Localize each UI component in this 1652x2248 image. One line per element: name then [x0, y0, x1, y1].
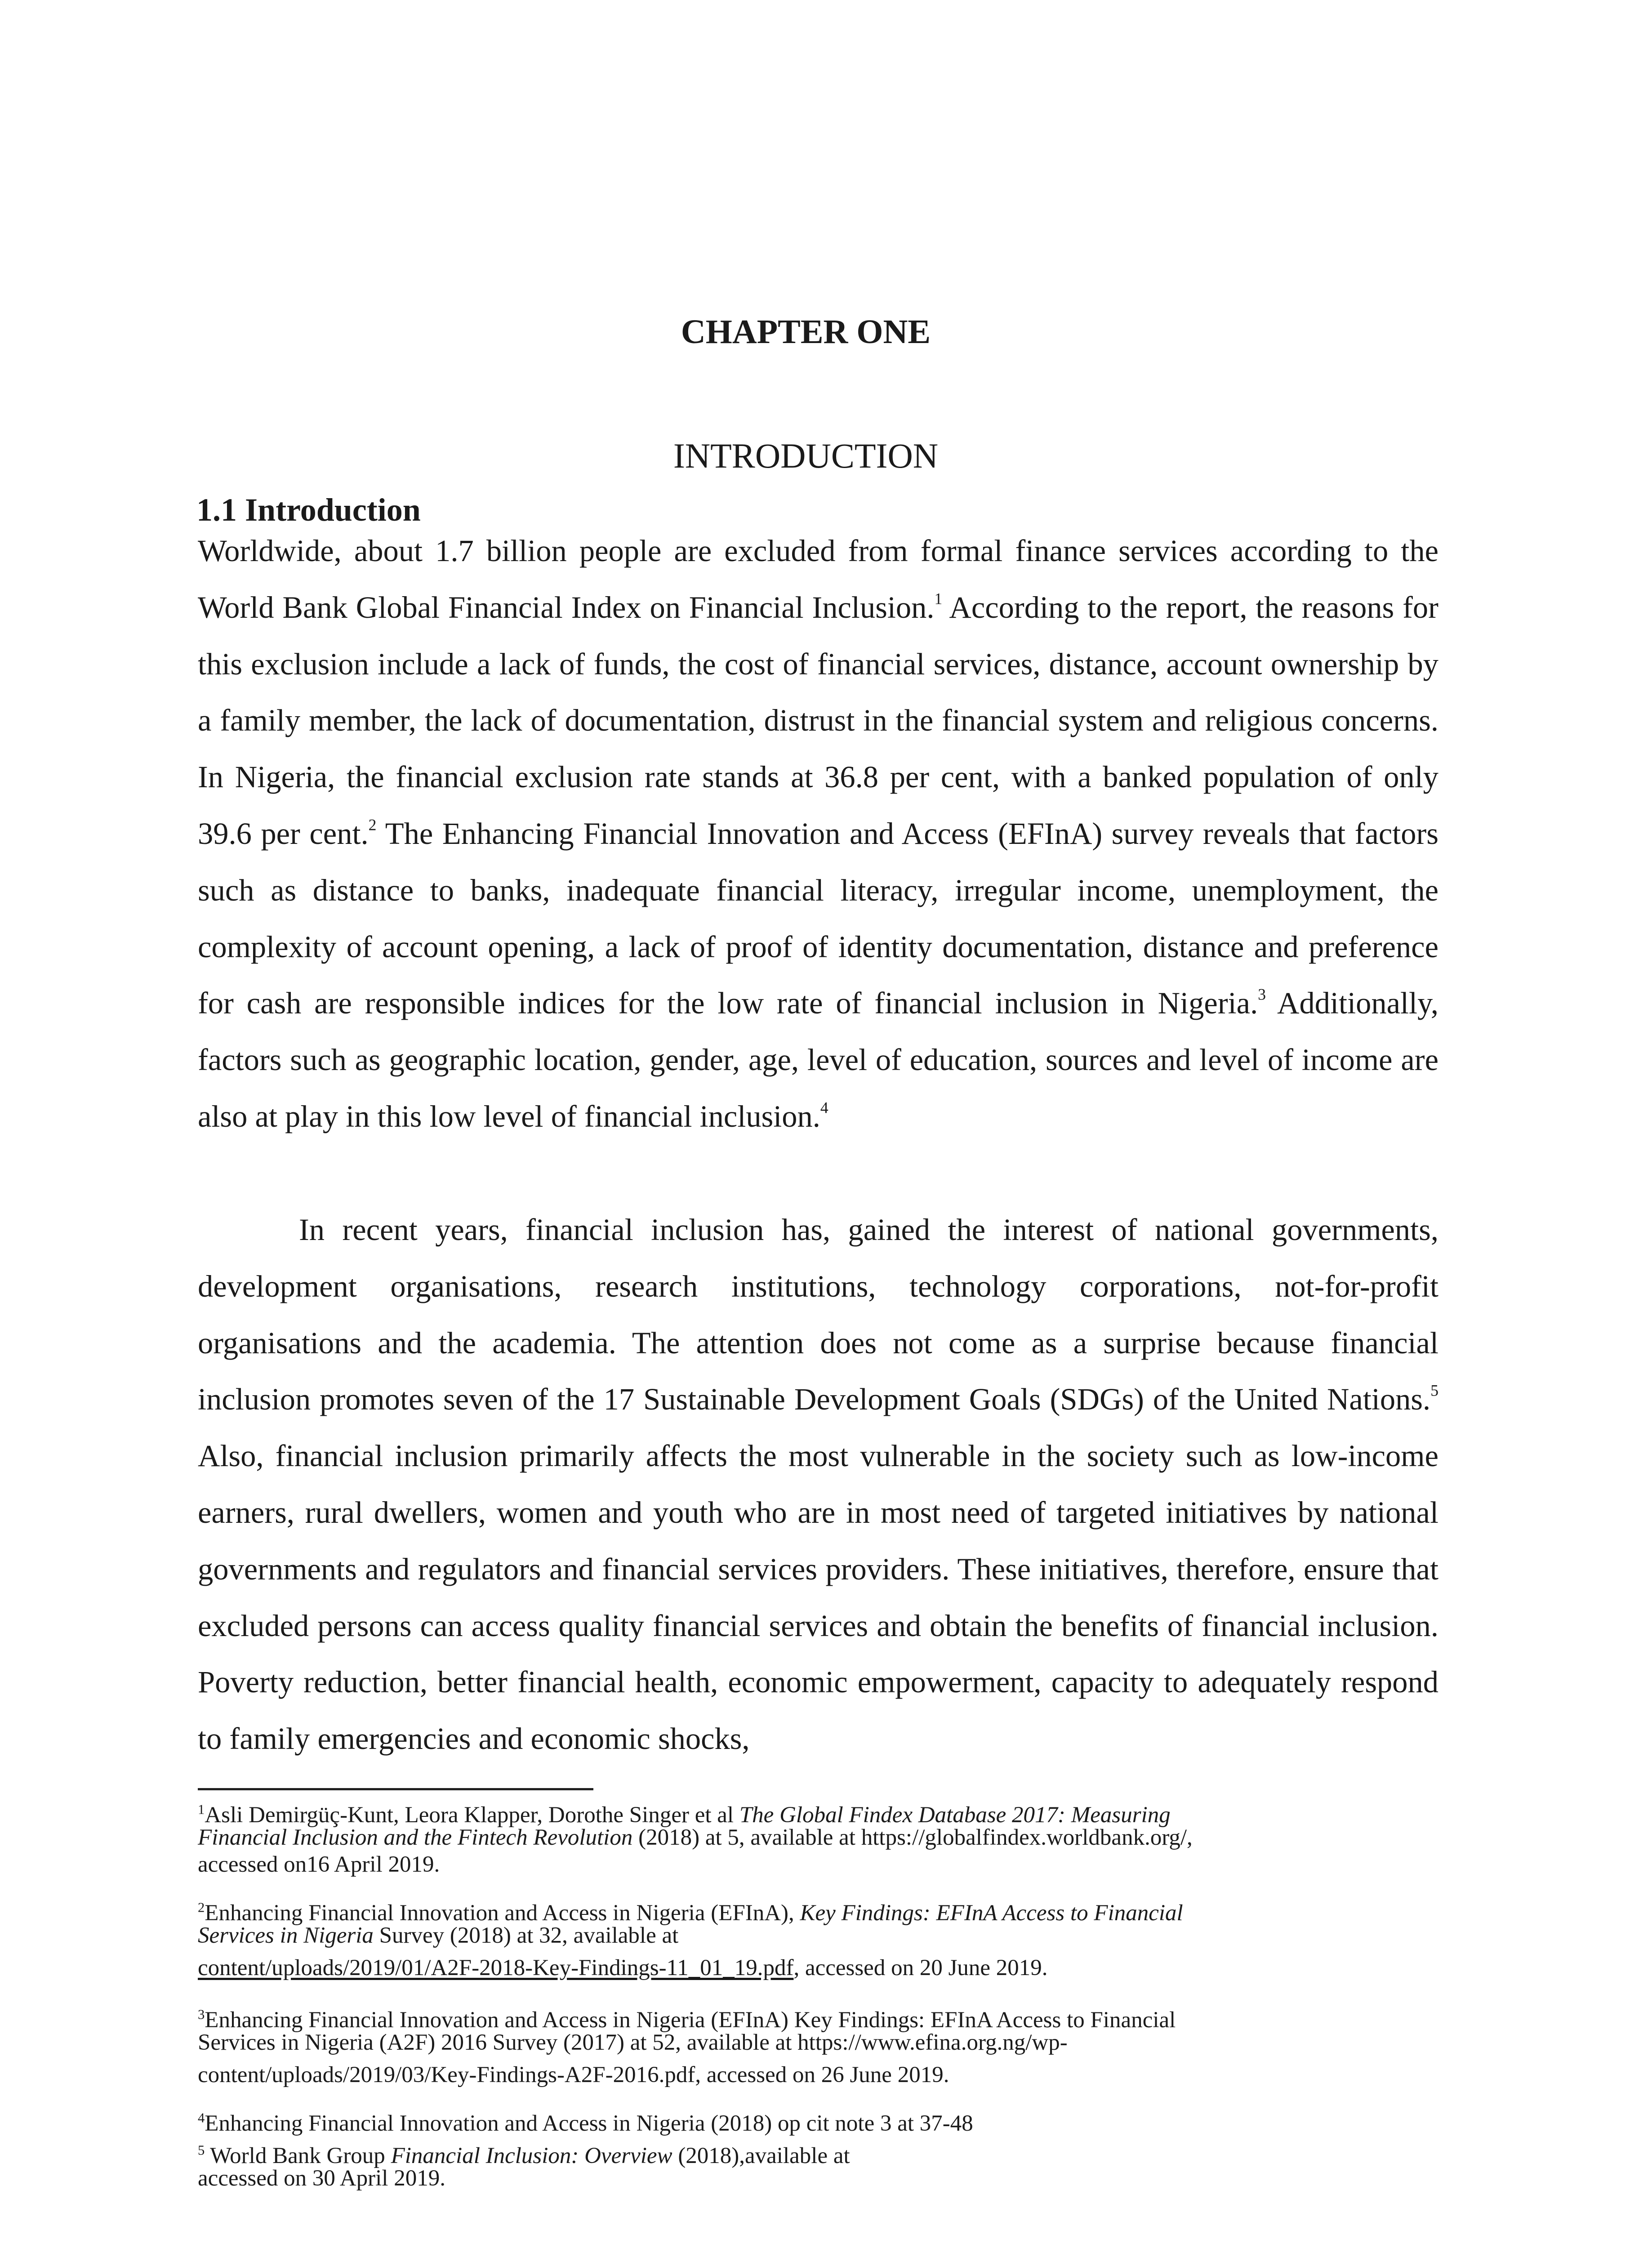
- footnote-2-text: Survey (2018) at 32, available at: [373, 1923, 679, 1948]
- footnote-5-text: (2018),available at: [672, 2143, 850, 2168]
- paragraph-2-text: In recent years, financial inclusion has, gained the interest of national governments, development organisations, research institutions, technology corporations, not-for-profit organisations and the academia. The attention does not come as a surprise because financial inclusion promotes seven of the 17 Sustainable Development Goals (SDGs) of the United Nations.: [198, 1213, 1438, 1417]
- footnote-2-mark: 2: [198, 1900, 205, 1915]
- paragraph-1-text: According to the report, the reasons for this exclusion include a lack of funds, the cost of financial services, distance, account ownership by a family member, the lack of documentation, distrust in the financial system and religious concerns. In Nigeria, the financial exclusion rate stands at 36.8 per cent, with a banked population of only 39.6 per cent.: [198, 590, 1438, 851]
- footnote-ref-1[interactable]: 1: [934, 589, 943, 608]
- footnote-ref-4[interactable]: 4: [820, 1098, 828, 1117]
- paragraph-1-text: The Enhancing Financial Innovation and Access (EFInA) survey reveals that factors such as distance to banks, inadequate financial literacy, irregular income, unemployment, the complexity of account opening, a lack of proof of identity documentation, distance and preference for cash are responsible indices for the low rate of financial inclusion in Nigeria.: [198, 816, 1438, 1021]
- paragraph-1: [198, 523, 1438, 1145]
- footnote-5-mark: 5: [198, 2142, 205, 2158]
- footnote-5-text: accessed on 30 April 2019.: [198, 2166, 445, 2191]
- footnote-ref-2[interactable]: 2: [368, 816, 377, 834]
- paragraph-2: [198, 1202, 1438, 1767]
- footnote-3-text: Enhancing Financial Innovation and Access in Nigeria (EFInA) Key Findings: EFInA Access to Financial: [205, 2007, 1176, 2033]
- footnote-1-title: Financial Inclusion and the Fintech Revolution: [198, 1825, 633, 1850]
- footnote-3-text: content/uploads/2019/03/Key-Findings-A2F-2016.pdf, accessed on 26 June 2019.: [198, 2062, 949, 2087]
- footnote-2-text: , accessed on 20 June 2019.: [793, 1955, 1048, 1980]
- footnote-1-mark: 1: [198, 1802, 205, 1817]
- chapter-heading: INTRODUCTION: [673, 436, 939, 475]
- chapter-title: CHAPTER ONE: [681, 313, 931, 351]
- footnote-ref-5[interactable]: 5: [1430, 1382, 1438, 1400]
- footnote-1-text: Asli Demirgüç-Kunt, Leora Klapper, Dorothe Singer et al: [205, 1802, 739, 1828]
- footnote-4-mark: 4: [198, 2110, 205, 2126]
- paragraph-1-text: Additionally, factors such as geographic location, gender, age, level of education, sources and level of income are also at play in this low level of financial inclusion.: [198, 986, 1438, 1133]
- footnote-5-title: Financial Inclusion: Overview: [391, 2143, 672, 2168]
- paragraph-1-text: Worldwide, about 1.7 billion people are excluded from formal finance services according to the World Bank Global Financial Index on Financial Inclusion.: [198, 534, 1438, 624]
- footnote-1-text: accessed on16 April 2019.: [198, 1852, 440, 1877]
- footnote-1: [198, 1804, 1420, 1876]
- footnote-4-text: Enhancing Financial Innovation and Access in Nigeria (2018) op cit note 3 at 37-48: [205, 2111, 973, 2136]
- footnote-1-title: The Global Findex Database 2017: Measuring: [739, 1802, 1171, 1828]
- footnote-5: [198, 2142, 1420, 2191]
- section-heading: 1.1 Introduction: [196, 492, 421, 528]
- footnote-separator: [198, 1788, 593, 1790]
- footnote-2: [198, 1902, 1420, 1979]
- footnote-2-title: Services in Nigeria: [198, 1923, 374, 1948]
- footnote-2-link[interactable]: content/uploads/2019/01/A2F-2018-Key-Findings-11_01_19.pdf: [198, 1955, 794, 1980]
- footnote-2-text: Enhancing Financial Innovation and Access in Nigeria (EFInA),: [205, 1900, 800, 1926]
- footnote-4: [198, 2112, 1420, 2135]
- footnote-2-title: Key Findings: EFInA Access to Financial: [800, 1900, 1183, 1926]
- footnote-3: [198, 2009, 1420, 2086]
- footnote-3-mark: 3: [198, 2007, 205, 2022]
- footnote-3-text: Services in Nigeria (A2F) 2016 Survey (2017) at 52, available at https://www.efina.org.ng/wp-: [198, 2030, 1068, 2055]
- footnote-5-text: World Bank Group: [205, 2143, 391, 2168]
- footnote-1-text: (2018) at 5, available at https://globalfindex.worldbank.org/,: [632, 1825, 1193, 1850]
- footnote-ref-3[interactable]: 3: [1258, 986, 1266, 1004]
- paragraph-2-text: Also, financial inclusion primarily affects the most vulnerable in the society such as low-income earners, rural dwellers, women and youth who are in most need of targeted initiatives by national governments and regulators and financial services providers. These initiatives, therefore, ensure that excluded persons can access quality financial services and obtain the benefits of financial inclusion. Poverty reduction, better financial health, economic empowerment, capacity to adequately respond to family emergencies and economic shocks,: [198, 1439, 1438, 1756]
